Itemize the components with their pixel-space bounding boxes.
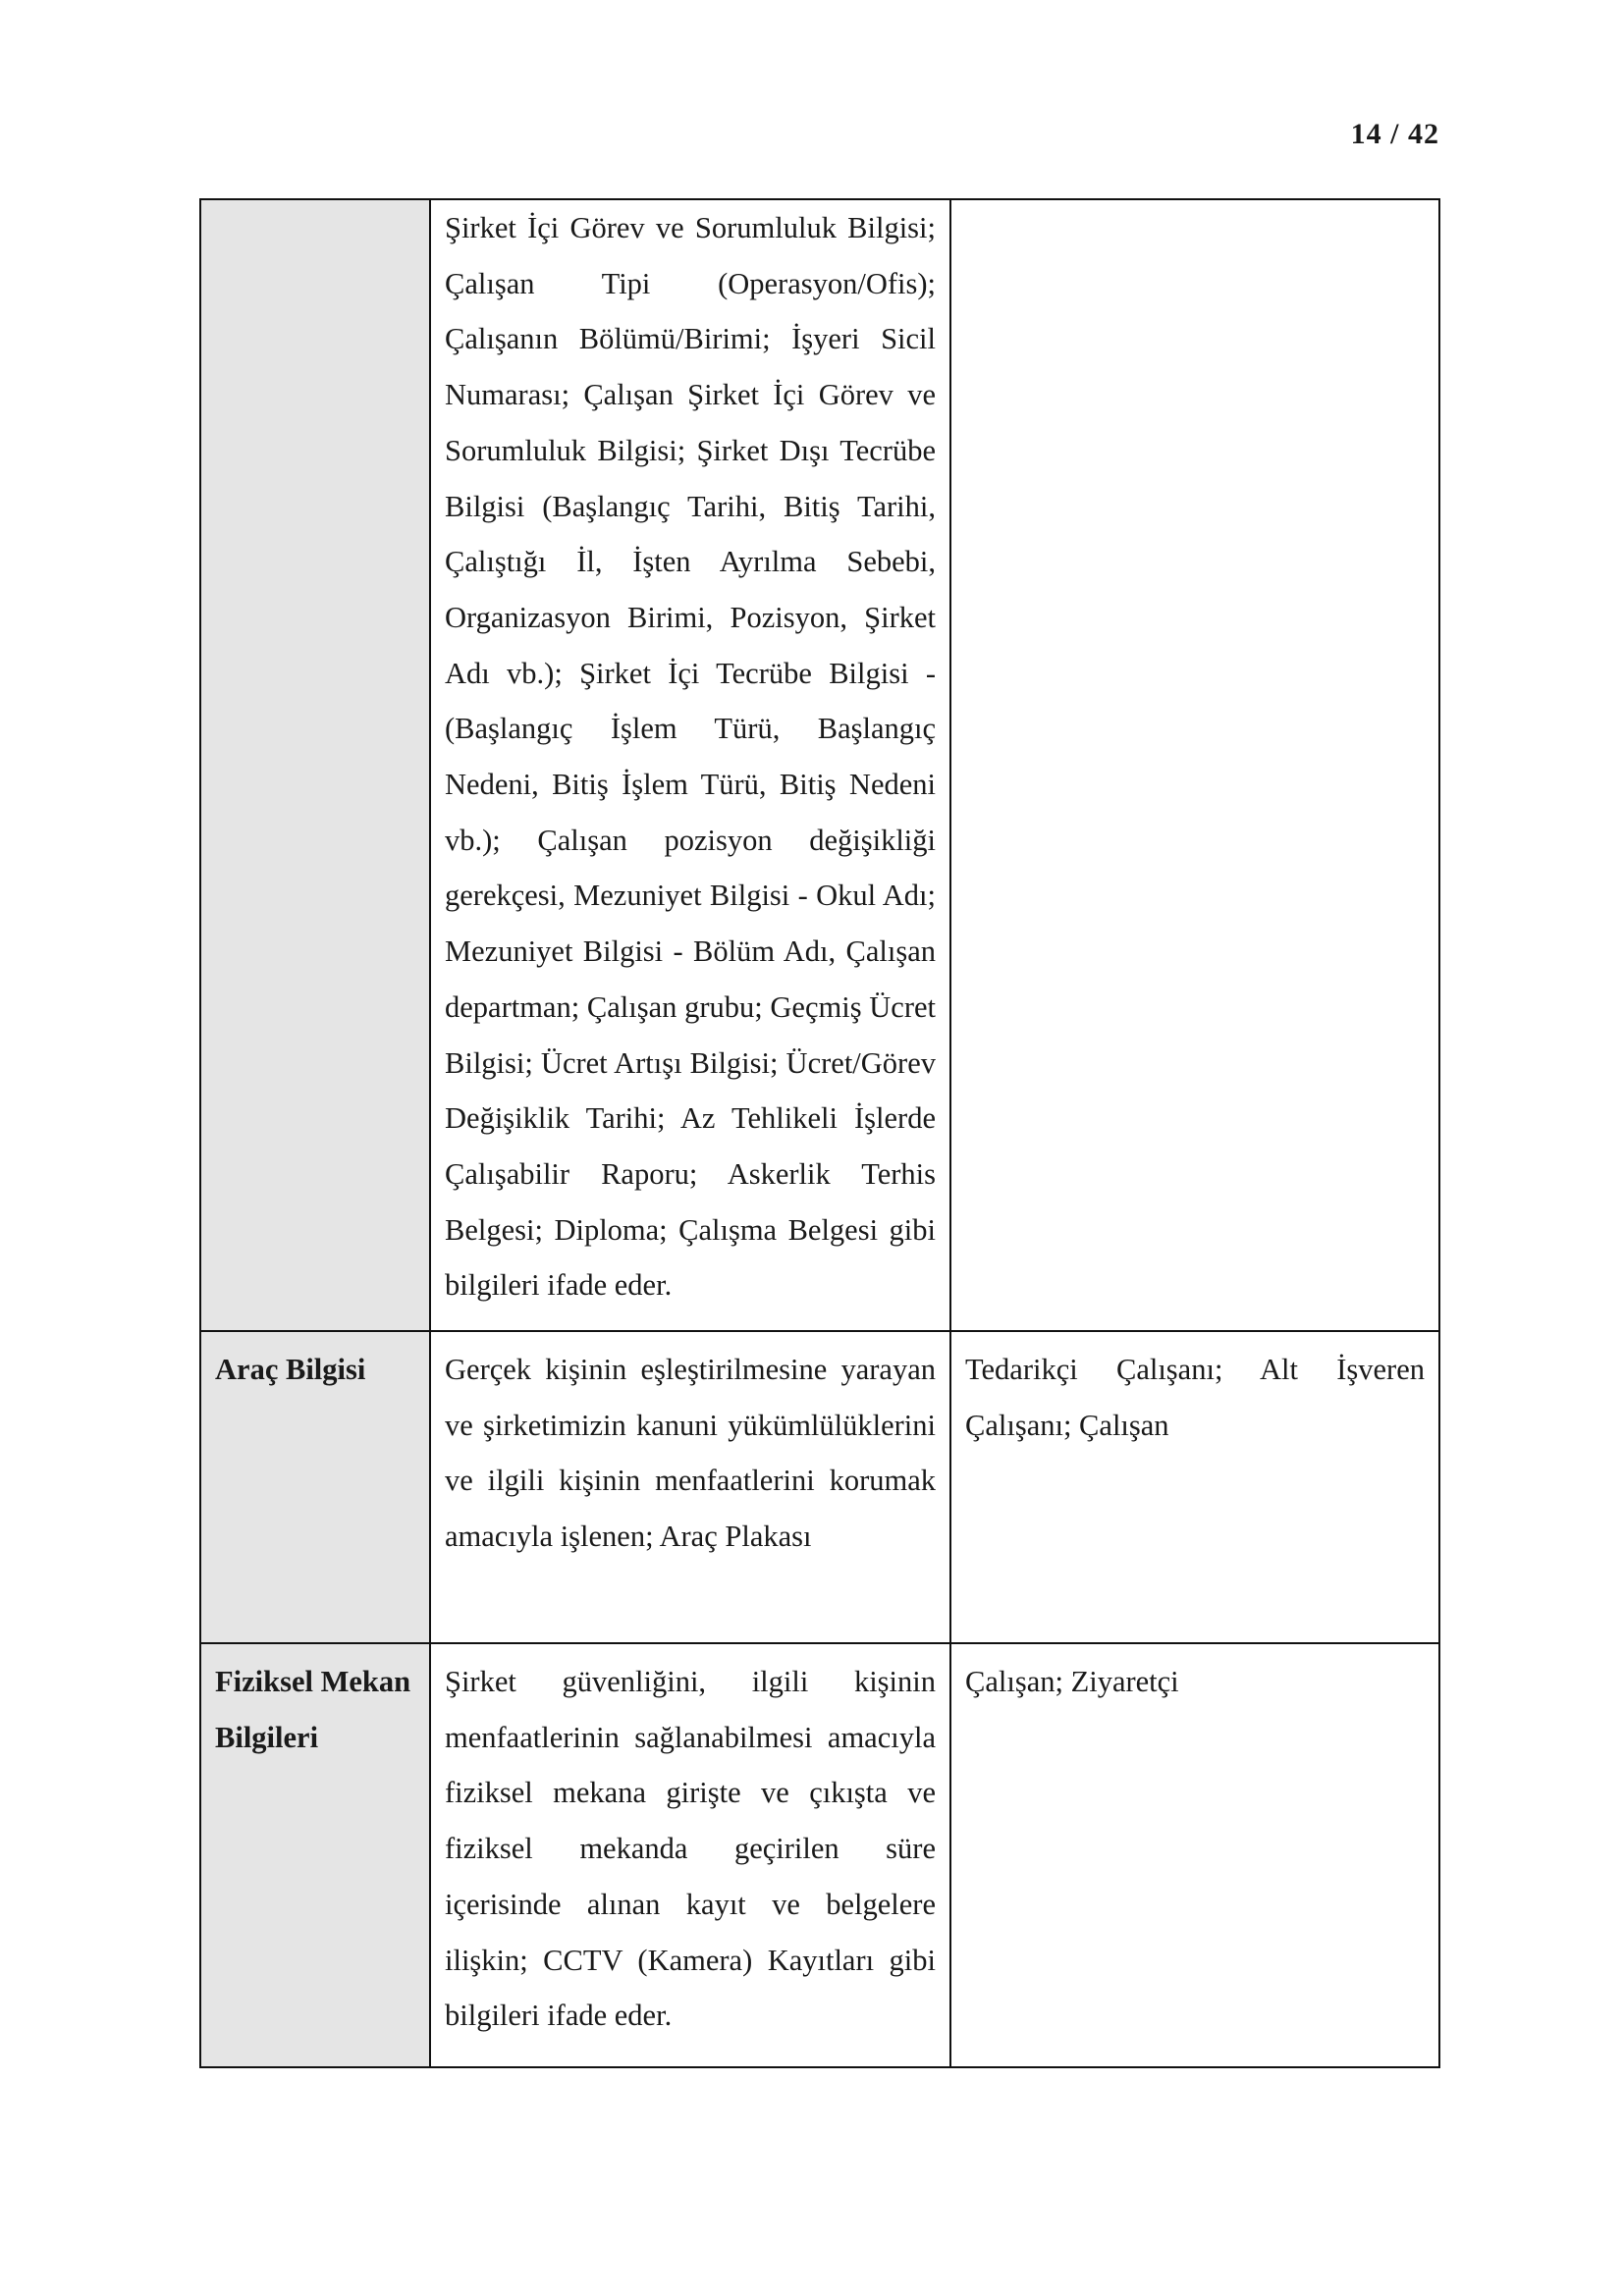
table-row: [200, 199, 1439, 1331]
description-text: Gerçek kişinin eşleştirilmesine yarayan ve şirketimizin kanuni yükümlülüklerini ve ilgili kişinin menfaatlerini korumak amacıyla işlenen; Araç Plakası: [445, 1353, 936, 1554]
description-cell: [430, 1643, 950, 2067]
subjects-text: Çalışan; Ziyaretçi: [965, 1665, 1179, 1698]
description-text: Şirket güvenliğini, ilgili kişinin menfaatlerinin sağlanabilmesi amacıyla fiziksel mekana girişte ve çıkışta ve fiziksel mekanda geçirilen süre içerisinde alınan kayıt ve belgelere ilişkin; CCTV (Kamera) Kayıtları gibi bilgileri ifade eder.: [445, 1665, 936, 2033]
table-row: [200, 1643, 1439, 2067]
category-cell: [200, 1643, 430, 2067]
description-cell: [430, 1331, 950, 1643]
category-cell: [200, 199, 430, 1331]
category-label: Fiziksel Mekan Bilgileri: [215, 1665, 411, 1754]
subjects-text: Tedarikçi Çalışanı; Alt İşveren Çalışanı; Çalışan: [965, 1353, 1425, 1442]
page-number: 14 / 42: [1350, 118, 1439, 150]
category-label: Araç Bilgisi: [215, 1353, 366, 1386]
personal-data-table: [199, 198, 1440, 2068]
table-row: [200, 1331, 1439, 1643]
description-text: Şirket İçi Görev ve Sorumluluk Bilgisi; Çalışan Tipi (Operasyon/Ofis); Çalışanın Bölümü/Birimi; İşyeri Sicil Numarası; Çalışan Şirket İçi Görev ve Sorumluluk Bilgisi; Şirket Dışı Tecrübe Bilgisi (Başlangıç Tarihi, Bitiş Tarihi, Çalıştığı İl, İşten Ayrılma Sebebi, Organizasyon Birimi, Pozisyon, Şirket Adı vb.); Şirket İçi Tecrübe Bilgisi - (Başlangıç İşlem Türü, Başlangıç Nedeni, Bitiş İşlem Türü, Bitiş Nedeni vb.); Çalışan pozisyon değişikliği gerekçesi, Mezuniyet Bilgisi - Okul Adı; Mezuniyet Bilgisi - Bölüm Adı, Çalışan departman; Çalışan grubu; Geçmiş Ücret Bilgisi; Ücret Artışı Bilgisi; Ücret/Görev Değişiklik Tarihi; Az Tehlikeli İşlerde Çalışabilir Raporu; Askerlik Terhis Belgesi; Diploma; Çalışma Belgesi gibi bilgileri ifade eder.: [445, 211, 936, 1303]
subjects-cell: [950, 1331, 1439, 1643]
category-cell: [200, 1331, 430, 1643]
description-cell: [430, 199, 950, 1331]
subjects-cell: [950, 1643, 1439, 2067]
subjects-cell: [950, 199, 1439, 1331]
